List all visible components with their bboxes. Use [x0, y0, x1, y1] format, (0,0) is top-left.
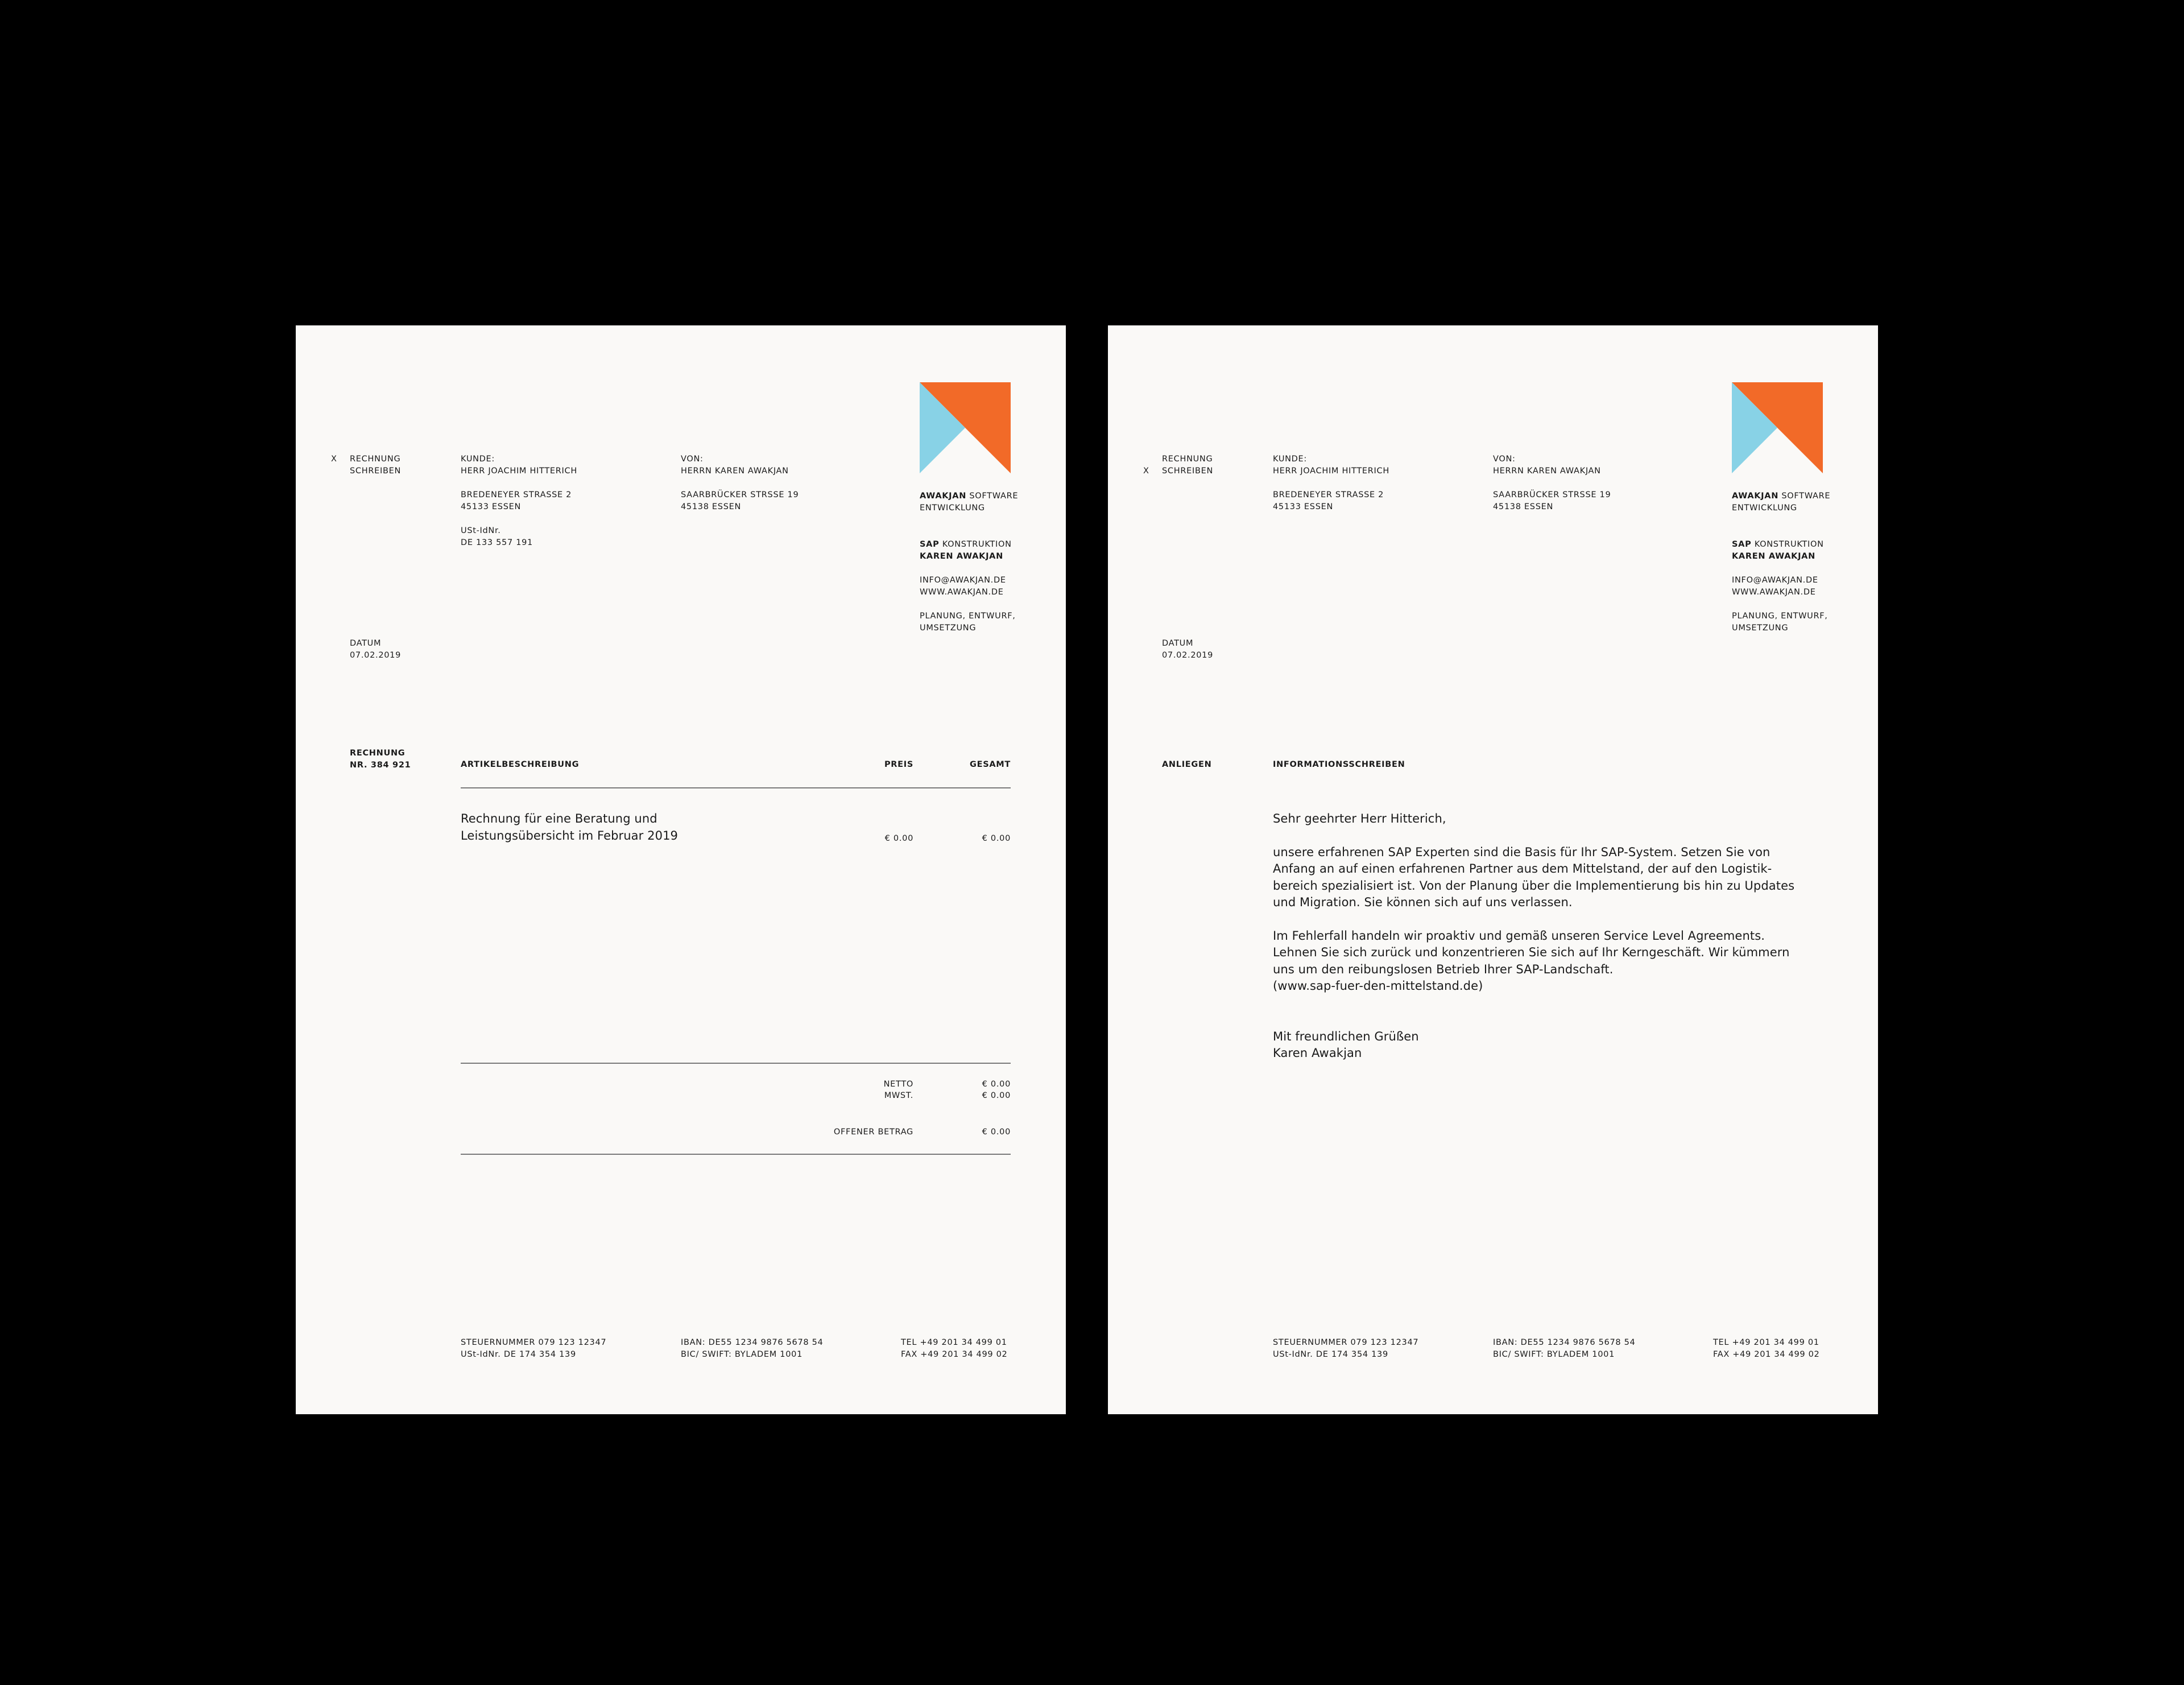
brand-tagline-bold: SAP — [1732, 540, 1752, 549]
sender-name: HERRN KAREN AWAKJAN — [681, 466, 789, 476]
customer-city: 45133 ESSEN — [461, 502, 522, 511]
vat-label: USt-IdNr. — [461, 526, 501, 535]
date-block — [350, 638, 401, 661]
footer-tel: TEL +49 201 34 499 01 — [1713, 1338, 1819, 1347]
brand-block — [1732, 490, 1830, 634]
doc-type-line2: SCHREIBEN — [350, 466, 402, 476]
brand-company-line2: ENTWICKLUNG — [920, 503, 985, 513]
company-logo — [1732, 382, 1823, 473]
company-logo — [920, 382, 1011, 473]
col-description-header: ARTIKELBESCHREIBUNG — [461, 760, 580, 769]
footer-iban: IBAN: DE55 1234 9876 5678 54 — [681, 1338, 824, 1347]
selection-mark: X — [331, 455, 337, 464]
open-amount-label: OFFENER BETRAG — [833, 1128, 913, 1137]
footer-tax-number: STEUERNUMMER 079 123 12347 — [461, 1338, 607, 1347]
mwst-label: MWST. — [884, 1091, 913, 1100]
footer-tax — [1273, 1337, 1418, 1360]
sender-street: SAARBRÜCKER STRSSE 19 — [681, 490, 799, 499]
col-price-header: PREIS — [884, 760, 913, 769]
footer-contact — [901, 1337, 1007, 1360]
footer-vat-id: USt-IdNr. DE 174 354 139 — [1273, 1349, 1388, 1359]
brand-services-line1: PLANUNG, ENTWURF, — [920, 612, 1016, 621]
col-total-header: GESAMT — [970, 760, 1011, 769]
doc-type-line1: RECHNUNG — [1162, 455, 1213, 464]
customer-city: 45133 ESSEN — [1273, 502, 1334, 511]
totals-bottom-divider — [461, 1154, 1011, 1155]
signature: Karen Awakjan — [1273, 1046, 1362, 1060]
date-label: DATUM — [1162, 639, 1194, 648]
sender-block — [681, 453, 799, 513]
invoice-number-label: RECHNUNG — [350, 749, 406, 758]
paragraph1-line1: unsere erfahrenen SAP Experten sind die Basis für Ihr SAP-System. Setzen Sie von — [1273, 845, 1771, 859]
item-total: € 0.00 — [982, 834, 1011, 843]
brand-person: KAREN AWAKJAN — [920, 551, 1003, 561]
item-line1: Rechnung für eine Beratung und — [461, 812, 657, 825]
sender-name: HERRN KAREN AWAKJAN — [1493, 466, 1601, 476]
date-label: DATUM — [350, 639, 382, 648]
brand-company-line2: ENTWICKLUNG — [1732, 503, 1797, 513]
sender-label: VON: — [681, 455, 704, 464]
customer-street: BREDENEYER STRASSE 2 — [1273, 490, 1384, 499]
brand-email: INFO@AWAKJAN.DE — [920, 576, 1006, 585]
sender-street: SAARBRÜCKER STRSSE 19 — [1493, 490, 1611, 499]
brand-company-bold: AWAKJAN — [920, 492, 967, 501]
doc-type-line2: SCHREIBEN — [1162, 466, 1214, 476]
subject-value: INFORMATIONSSCHREIBEN — [1273, 760, 1405, 769]
netto-label: NETTO — [883, 1080, 913, 1089]
brand-services-line2: UMSETZUNG — [1732, 623, 1789, 633]
paragraph2-line1: Im Fehlerfall handeln wir proaktiv und gemäß unseren Service Level Agreements. — [1273, 928, 1765, 943]
brand-block — [920, 490, 1018, 634]
brand-company-bold: AWAKJAN — [1732, 492, 1779, 501]
paragraph1-line4: und Migration. Sie können sich auf uns verlassen. — [1273, 895, 1573, 909]
paragraph2-line2: Lehnen Sie sich zurück und konzentrieren Sie sich auf Ihr Kerngeschäft. Wir kümmern — [1273, 945, 1790, 959]
salutation: Sehr geehrter Herr Hitterich, — [1273, 812, 1446, 825]
item-price: € 0.00 — [884, 834, 913, 843]
customer-block — [461, 453, 577, 548]
netto-value: € 0.00 — [982, 1080, 1011, 1089]
letter-sheet — [1108, 325, 1878, 1414]
footer-tax — [461, 1337, 606, 1360]
invoice-number-value: NR. 384 921 — [350, 760, 411, 770]
customer-street: BREDENEYER STRASSE 2 — [461, 490, 572, 499]
footer-bank — [1493, 1337, 1635, 1360]
totals-top-divider — [461, 1063, 1011, 1064]
date-value: 07.02.2019 — [1162, 650, 1214, 660]
item-description — [461, 811, 678, 844]
brand-website: WWW.AWAKJAN.DE — [920, 587, 1004, 597]
footer-bic: BIC/ SWIFT: BYLADEM 1001 — [1493, 1349, 1615, 1359]
paragraph2-line3: uns um den reibungslosen Betrieb Ihrer SAP-Landschaft. — [1273, 962, 1614, 976]
sender-city: 45138 ESSEN — [681, 502, 742, 511]
table-header-divider — [461, 787, 1011, 788]
mwst-value: € 0.00 — [982, 1091, 1011, 1100]
customer-label: KUNDE: — [1273, 455, 1307, 464]
doc-type — [1162, 453, 1213, 477]
footer-vat-id: USt-IdNr. DE 174 354 139 — [461, 1349, 576, 1359]
vat-number: DE 133 557 191 — [461, 538, 533, 547]
letter-body — [1273, 811, 1794, 1062]
customer-name: HERR JOACHIM HITTERICH — [1273, 466, 1389, 476]
brand-tagline-rest: KONSTRUKTION — [942, 540, 1012, 549]
sender-label: VON: — [1493, 455, 1516, 464]
selection-mark: X — [1143, 466, 1149, 476]
invoice-sheet — [296, 325, 1066, 1414]
footer-contact — [1713, 1337, 1819, 1360]
doc-type — [350, 453, 401, 477]
item-line2: Leistungsübersicht im Februar 2019 — [461, 828, 678, 842]
paragraph2-line4: (www.sap-fuer-den-mittelstand.de) — [1273, 979, 1483, 993]
subject-label: ANLIEGEN — [1162, 760, 1212, 769]
customer-block — [1273, 453, 1389, 513]
footer-tax-number: STEUERNUMMER 079 123 12347 — [1273, 1338, 1419, 1347]
footer-bic: BIC/ SWIFT: BYLADEM 1001 — [681, 1349, 803, 1359]
brand-tagline-rest: KONSTRUKTION — [1754, 540, 1824, 549]
brand-company-rest: SOFTWARE — [969, 492, 1019, 501]
brand-person: KAREN AWAKJAN — [1732, 551, 1815, 561]
brand-website: WWW.AWAKJAN.DE — [1732, 587, 1816, 597]
footer-fax: FAX +49 201 34 499 02 — [1713, 1349, 1820, 1359]
customer-name: HERR JOACHIM HITTERICH — [461, 466, 577, 476]
customer-label: KUNDE: — [461, 455, 495, 464]
open-amount-value: € 0.00 — [982, 1128, 1011, 1137]
sender-city: 45138 ESSEN — [1493, 502, 1554, 511]
brand-services-line1: PLANUNG, ENTWURF, — [1732, 612, 1828, 621]
footer-bank — [681, 1337, 823, 1360]
brand-email: INFO@AWAKJAN.DE — [1732, 576, 1818, 585]
footer-iban: IBAN: DE55 1234 9876 5678 54 — [1493, 1338, 1636, 1347]
brand-services-line2: UMSETZUNG — [920, 623, 977, 633]
paragraph1-line2: Anfang an auf einen erfahrenen Partner aus dem Mittelstand, der auf den Logistik- — [1273, 862, 1772, 875]
doc-type-line1: RECHNUNG — [350, 455, 401, 464]
footer-tel: TEL +49 201 34 499 01 — [901, 1338, 1007, 1347]
footer-fax: FAX +49 201 34 499 02 — [901, 1349, 1008, 1359]
closing: Mit freundlichen Grüßen — [1273, 1029, 1419, 1043]
brand-tagline-bold: SAP — [920, 540, 940, 549]
paragraph1-line3: bereich spezialisiert ist. Von der Planung über die Implementierung bis hin zu Updates — [1273, 878, 1795, 893]
brand-company-rest: SOFTWARE — [1781, 492, 1831, 501]
date-value: 07.02.2019 — [350, 650, 402, 660]
sender-block — [1493, 453, 1611, 513]
date-block — [1162, 638, 1213, 661]
invoice-number — [350, 747, 411, 771]
